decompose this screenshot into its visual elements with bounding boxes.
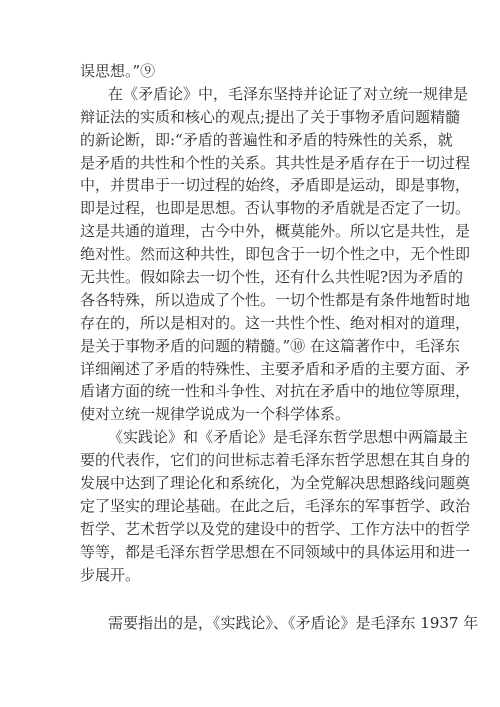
text-line: 在《矛盾论》中，毛泽东坚持并论证了对立统一规律是 <box>108 84 469 103</box>
text-line: 中，并贯串于一切过程的始终，矛盾即是运动，即是事物， <box>80 176 471 195</box>
document-page <box>80 60 479 635</box>
text-line: 哲学、艺术哲学以及党的建设中的哲学、工作方法中的哲学 <box>80 519 471 538</box>
text-line: 误思想。”⑨ <box>80 62 156 80</box>
text-line: 需要指出的是，《实践论》、《矛盾论》是毛泽东 1937 年 <box>108 614 479 633</box>
text-line: 步展开。 <box>80 565 141 584</box>
paragraph <box>80 426 471 586</box>
text-line: 无共性。假如除去一切个性，还有什么共性呢?因为矛盾的 <box>80 268 464 287</box>
text-line: 绝对性。然而这种共性，即包含于一切个性之中，无个性即 <box>80 245 471 264</box>
text-line: 辩证法的实质和核心的观点;提出了关于事物矛盾问题精髓 <box>80 107 461 126</box>
text-line: 存在的，所以是相对的。这一共性个性、绝对相对的道理， <box>80 313 471 332</box>
text-line: 是关于事物矛盾的问题的精髓。”⑩ 在这篇著作中，毛泽东 <box>80 336 460 355</box>
paragraph <box>80 60 430 83</box>
text-line: 使对立统一规律学说成为一个科学体系。 <box>80 405 351 424</box>
text-line: 详细阐述了矛盾的特殊性、主要矛盾和矛盾的主要方面、矛 <box>80 359 471 378</box>
text-line: 定了坚实的理论基础。在此之后，毛泽东的军事哲学、政治 <box>80 496 471 515</box>
paragraph <box>80 83 471 426</box>
paragraph <box>80 612 479 635</box>
text-line: 是矛盾的共性和个性的关系。其共性是矛盾存在于一切过程 <box>80 153 471 172</box>
text-line: 这是共通的道理，古今中外，概莫能外。所以它是共性，是 <box>80 222 471 241</box>
text-line: 各各特殊，所以造成了个性。一切个性都是有条件地暂时地 <box>80 290 471 309</box>
text-line: 即是过程，也即是思想。否认事物的矛盾就是否定了一切。 <box>80 199 471 218</box>
text-line: 的新论断，即:“矛盾的普遍性和矛盾的特殊性的关系，就 <box>80 130 453 149</box>
text-line: 等等，都是毛泽东哲学思想在不同领域中的具体运用和进一 <box>80 542 471 561</box>
text-line: 《实践论》和《矛盾论》是毛泽东哲学思想中两篇最主 <box>108 428 469 447</box>
text-line: 盾诸方面的统一性和斗争性、对抗在矛盾中的地位等原理， <box>80 382 471 401</box>
text-line: 要的代表作，它们的问世标志着毛泽东哲学思想在其自身的 <box>80 451 471 470</box>
text-line: 发展中达到了理论化和系统化，为全党解决思想路线问题奠 <box>80 474 471 493</box>
